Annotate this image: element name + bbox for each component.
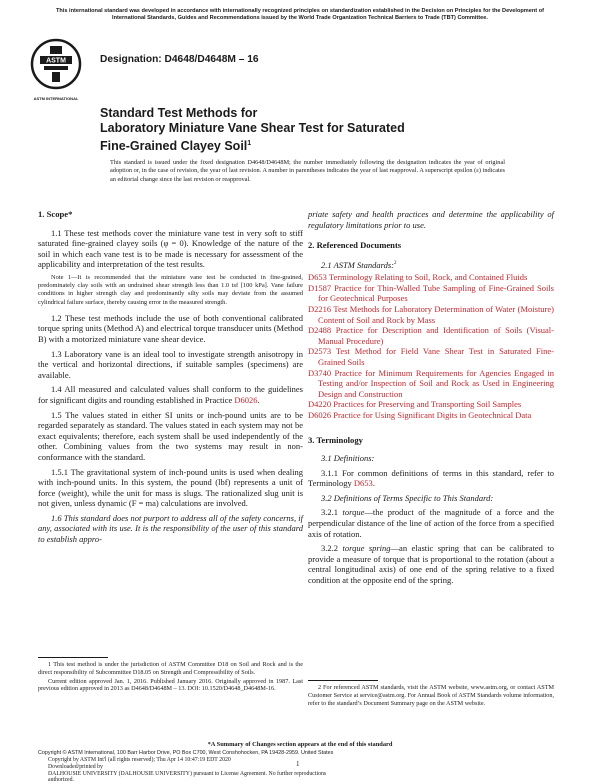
footnote-1b: Current edition approved Jan. 1, 2016. Published January 2016. Originally approved in 1987. Last previous edition approved in 2013 as D4648/D4648M – 13. DOI: 10.1520/D4648_D4648M-16. — [38, 677, 303, 693]
para-1-4-text: 1.4 All measured and calculated values shall conform to the guidelines for significant digits and rounding established in Practice — [38, 384, 303, 405]
ref-title[interactable]: Practice for Description and Identification of Soils (Visual-Manual Procedure) — [318, 325, 555, 346]
ref-code[interactable]: D3740 — [308, 367, 332, 378]
astm-standards-text: 2.1 ASTM Standards: — [321, 259, 394, 270]
download-info — [48, 757, 348, 784]
para-3-2: 3.2 Definitions of Terms Specific to This Standard: — [321, 492, 494, 503]
ref-code[interactable]: D2573 — [308, 346, 332, 357]
para-1-4: 1.4 All measured and calculated values shall conform to the guidelines for significant digits and rounding established in Practice D6026. — [38, 384, 303, 405]
footnote-2: 2 For referenced ASTM standards, visit the ASTM website, www.astm.org, or contact ASTM Customer Service at service@astm.org. For Annual Book of ASTM Standards volume information, refer to the standard’s Document Summary page on the ASTM website. — [308, 684, 554, 707]
astm-standards-label — [308, 259, 554, 270]
term-torque-spring: torque spring — [342, 543, 391, 554]
ref-code[interactable]: D1587 — [308, 282, 332, 293]
logo-caption: ASTM INTERNATIONAL — [33, 96, 79, 101]
footnote-rule — [38, 657, 108, 658]
link-d6026[interactable]: D6026 — [234, 394, 258, 405]
reference-item[interactable] — [308, 325, 554, 346]
ref-code[interactable]: D2216 — [308, 303, 332, 314]
ref-title[interactable]: Test Method for Field Vane Shear Test in Saturated Fine-Grained Soils — [318, 346, 554, 367]
link-d653[interactable]: D653 — [353, 478, 373, 489]
reference-item[interactable] — [308, 399, 554, 410]
download-line-1: Copyright by ASTM Int'l (all rights reserved); Thu Apr 14 10:47:19 EDT 2020 — [48, 757, 231, 763]
right-top-continuation: priate safety and health practices and determine the applicability of regulatory limitations prior to use. — [308, 209, 554, 230]
reference-item[interactable] — [308, 283, 554, 304]
page-number: 1 — [296, 760, 300, 768]
title-line-3: Fine-Grained Clayey Soil — [100, 139, 248, 154]
para-3-2-2-num: 3.2.2 — [321, 543, 343, 554]
footnote-1: 1 This test method is under the jurisdiction of ASTM Committee D18 on Soil and Rock and is the direct responsibility of Subcommittee D18.05 on Strength and Compressibility of Soils. — [38, 661, 303, 676]
ref-code[interactable]: D653 — [308, 272, 327, 283]
para-1-3: 1.3 Laboratory vane is an ideal tool to investigate strength anisotropy in the vertical and horizontal directions, if suitable samples (specimens) are available. — [38, 348, 303, 380]
right-column — [308, 209, 554, 590]
para-3-2-2 — [308, 543, 554, 585]
reference-item[interactable] — [308, 304, 554, 325]
reference-item[interactable] — [308, 272, 554, 283]
title-footnote-ref: 1 — [247, 140, 252, 147]
scope-heading: 1. Scope* — [38, 209, 73, 219]
terminology-heading: 3. Terminology — [308, 434, 363, 445]
para-3-2-1 — [308, 507, 554, 539]
referenced-heading: 2. Referenced Documents — [308, 240, 402, 251]
para-1-5: 1.5 The values stated in either SI units or inch-pound units are to be regarded separately as standard. The values stated in each system may not be exact equivalents; therefore, each system shall be used independently of the other. Combining values from the two systems may result in non-conformance with the standard. — [38, 409, 303, 462]
ref-code[interactable]: D6026 — [308, 409, 332, 420]
ref-code[interactable]: D4220 — [308, 399, 332, 410]
top-notice: This international standard was developed in accordance with internationally recognized principles on standardization established in the Decision on Principles for the Development of International Standards, Guides and Recommendations issued by the World Trade Organization Technical Barriers to Trade (TBT) Committee. — [56, 8, 544, 21]
para-3-2-2-text: —an elastic spring that can be calibrated to provide a measure of torque that is proportional to the rotation (about a central longitudinal axis) of one end of the spring relative to a fixed condition at the opposite end of the spring. — [308, 543, 554, 586]
ref-title[interactable]: Terminology Relating to Soil, Rock, and Contained Fluids — [328, 272, 528, 283]
para-3-2-1-num: 3.2.1 — [321, 507, 343, 518]
title-line-2: Laboratory Miniature Vane Shear Test for Saturated — [100, 121, 405, 135]
left-footnotes — [38, 657, 303, 694]
footnote-rule — [308, 680, 378, 681]
note-1: Note 1—It is recommended that the miniature vane test be conducted in fine-grained, predominately clay soils with an undrained shear strength less than 1.0 tsf [100 kPa]. Vane failure conditions in higher strength clay and predominantly silty soils may deviate from the assumed cylindrical failure surface, thereby causing error in the measured strength. — [38, 273, 303, 306]
para-1-5-1: 1.5.1 The gravitational system of inch-pound units is used when dealing with inch-pound units. In this system, the pound (lbf) represents a unit of force (weight), while the unit for mass is slugs. The rationalized slug unit is not given, unless dynamic (F = ma) calculations are involved. — [38, 466, 303, 509]
reference-item[interactable] — [308, 346, 554, 367]
para-3-1: 3.1 Definitions: — [321, 453, 375, 464]
para-3-2-1-text: —the product of the magnitude of a force and the perpendicular distance of the line of action of the force from a specified axis of rotation. — [308, 507, 554, 539]
ref-title[interactable]: Practice for Thin-Walled Tube Sampling of Fine-Grained Soils for Geotechnical Purposes — [318, 282, 554, 304]
reference-list — [308, 272, 554, 420]
term-torque: torque — [342, 507, 365, 518]
right-footnotes — [308, 680, 554, 708]
ref-title[interactable]: Practice for Using Significant Digits in Geotechnical Data — [333, 409, 532, 420]
reference-item[interactable] — [308, 368, 554, 400]
ref-title[interactable]: Practice for Minimum Requirements for Agencies Engaged in Testing and/or Inspection of Soil and Rock as Used in Engineering Design and Construction — [318, 367, 555, 399]
summary-of-changes-note: *A Summary of Changes section appears at the end of this standard — [207, 741, 393, 748]
ref-title[interactable]: Practices for Preserving and Transporting Soil Samples — [333, 399, 522, 410]
para-3-1-1: 3.1.1 For common definitions of terms in this standard, refer to Terminology D653. — [308, 467, 554, 489]
designation: Designation: D4648/D4648M – 16 — [100, 54, 259, 65]
ref-title[interactable]: Test Methods for Laboratory Determination of Water (Moisture) Content of Soil and Rock by Mass — [318, 303, 554, 325]
document-title — [100, 106, 520, 154]
download-line-2: Downloaded/printed by — [48, 763, 103, 770]
title-line-1: Standard Test Methods for — [100, 106, 258, 120]
reference-item[interactable] — [308, 410, 554, 421]
para-3-1-1-text: 3.1.1 For common definitions of terms in this standard, refer to Terminology — [308, 467, 554, 489]
download-line-3: DALHOUSIE UNIVERSITY (DALHOUSIE UNIVERSITY) pursuant to License Agreement. No further reproductions authorized. — [48, 770, 327, 784]
left-column — [38, 209, 303, 549]
svg-text:ASTM: ASTM — [46, 57, 66, 65]
astm-logo-icon — [30, 34, 82, 94]
ref-code[interactable]: D2488 — [308, 325, 332, 336]
para-1-2: 1.2 These test methods include the use of both conventional calibrated torque spring units (Method A) and electrical torque transducer units (Method B) with a motorized miniature vane shear device. — [38, 312, 303, 344]
para-1-6: 1.6 This standard does not purport to address all of the safety concerns, if any, associated with its use. It is the responsibility of the user of this standard to establish appro- — [38, 512, 303, 545]
copyright-line: Copyright © ASTM International, 100 Barr Harbor Drive, PO Box C700, West Conshohocken, PA 19428-2959. United States — [38, 750, 334, 756]
standard-note: This standard is issued under the fixed designation D4648/D4648M; the number immediately following the designation indicates the year of original adoption or, in the case of revision, the year of last revision. A number in parentheses indicates the year of last reapproval. A superscript epsilon (ε) indicates an editorial change since the last revision or reapproval. — [110, 159, 505, 183]
para-1-1: 1.1 These test methods cover the miniature vane test in very soft to stiff saturated fine-grained clayey soils (φ = 0). Knowledge of the nature of the soil in which each vane test is to be made is necessary for assessment of the applicability and interpretation of the test results. — [38, 227, 303, 270]
astm-standards-sup: 2 — [393, 260, 397, 266]
